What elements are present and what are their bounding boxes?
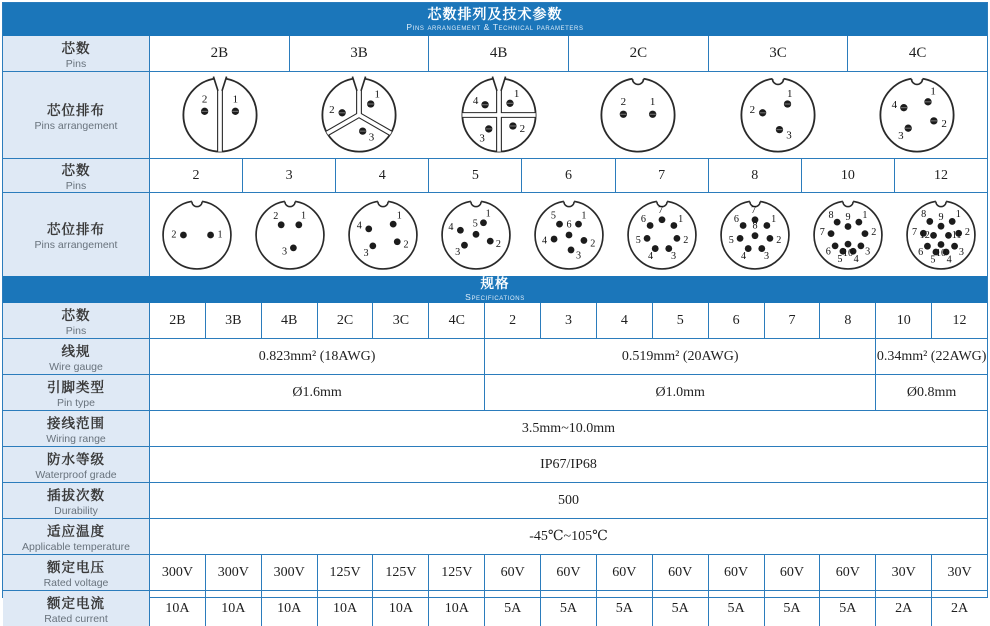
connector-diagram-cell: [569, 74, 709, 156]
spec-value-cell: 0.34mm² (22AWG): [875, 339, 987, 374]
connector-diagram-cell: [615, 197, 708, 273]
pin-number-label: [752, 220, 757, 231]
connector-face-10-diagram: [810, 197, 886, 273]
connector-diagram-cell: [708, 74, 848, 156]
connector-face-2-diagram: [159, 197, 235, 273]
spec-row-label-en: Rated current: [44, 613, 108, 625]
pin-number-label: [647, 251, 652, 262]
pin-number-label: [683, 234, 688, 245]
pin-count-column-header: 5: [428, 159, 521, 192]
pin-number-label: [403, 239, 408, 250]
pin-number-label: [749, 104, 754, 116]
pin-number-label: [828, 209, 833, 220]
pin-number-label: [363, 247, 368, 258]
spec-row-label-en: Applicable temperature: [22, 541, 130, 553]
spec-value-cell: 2: [484, 303, 540, 338]
spec-value-cell: 4B: [261, 303, 317, 338]
spec-value-cell: 125V: [428, 555, 484, 590]
spec-value-cell: 4C: [428, 303, 484, 338]
spec-value-cell: 30V: [931, 555, 987, 590]
spec-value-cell: -45℃~105℃: [149, 519, 987, 554]
pin-type-column-header: 3B: [289, 36, 429, 71]
spec-value-cell: 5A: [764, 591, 820, 626]
pin-number-label: [356, 220, 361, 231]
pin-number-label: [473, 95, 479, 107]
spec-value-cell: 6: [708, 303, 764, 338]
pin-number-label: [202, 94, 207, 106]
pin-number-label: [733, 213, 738, 224]
pin-number-label: [369, 132, 375, 144]
connector-diagram-cell: [708, 197, 801, 273]
pin-number-label: [919, 229, 929, 240]
spec-value-cell: 5: [652, 303, 708, 338]
spec-row-label-en: Waterproof grade: [35, 469, 117, 481]
spec-row-label-zh: 适应温度: [47, 524, 105, 539]
spec-row-label-en: Wiring range: [46, 433, 106, 445]
row-label-zh: 芯数: [61, 41, 91, 56]
pin-number-label: [771, 213, 776, 224]
pin-count-diagram-row: [3, 193, 987, 276]
pin-number-label: [845, 211, 850, 222]
pin-number-label: [171, 229, 176, 240]
pin-number-label: [951, 229, 961, 240]
spec-value-cell: 10A: [428, 591, 484, 626]
row-label-zh: 芯数: [61, 163, 91, 178]
pin-number-label: [871, 227, 876, 238]
spec-row: [3, 482, 987, 518]
spec-value-cell: 2B: [149, 303, 205, 338]
pin-number-label: [581, 210, 586, 221]
row-label-zh: 芯位排布: [47, 222, 105, 237]
spec-value-cell: 60V: [540, 555, 596, 590]
spec-value-cell: 10A: [149, 591, 205, 626]
connector-diagram-cell: [848, 74, 988, 156]
pin-number-label: [282, 246, 287, 257]
pin-number-label: [678, 213, 683, 224]
pin-number-label: [898, 130, 904, 142]
pin-type-header-row: [3, 36, 987, 72]
spec-row-label: [3, 519, 149, 554]
connector-diagram-cell: [801, 197, 894, 273]
connector-diagram-band: [149, 193, 987, 276]
spec-row-label: [3, 339, 149, 374]
section2-title: 规格: [480, 275, 510, 291]
row-label-en: Pins: [65, 58, 87, 70]
connector-diagram-cell: [429, 197, 522, 273]
pin-number-label: [837, 253, 842, 264]
spec-row-label-zh: 防水等级: [47, 452, 105, 467]
spec-row-label-zh: 芯数: [61, 308, 91, 323]
pin-number-label: [964, 226, 969, 237]
pin-number-label: [918, 246, 923, 257]
pin-number-label: [911, 226, 916, 237]
connector-diagram-band: [149, 72, 987, 158]
row-label-arrangement-counts: [3, 193, 149, 276]
spec-row-label: [3, 411, 149, 446]
pin-number-label: [819, 227, 824, 238]
pin-number-label: [787, 88, 792, 100]
spec-row: [3, 518, 987, 554]
pin-type-column-header: 4B: [428, 36, 568, 71]
spec-row-label-en: Rated voltage: [43, 577, 109, 589]
spec-value-cell: 5A: [540, 591, 596, 626]
spec-value-cell: 5A: [652, 591, 708, 626]
pin-number-label: [495, 239, 500, 250]
spec-value-cell: 0.823mm² (18AWG): [149, 339, 484, 374]
pin-number-label: [542, 235, 547, 246]
pin-number-label: [786, 130, 792, 142]
row-label-en: Pins arrangement: [34, 119, 118, 132]
pin-number-label: [658, 205, 663, 216]
spec-value-cell: 2A: [875, 591, 931, 626]
pin-number-label: [550, 210, 555, 221]
section2-header-bar: [3, 276, 987, 303]
spec-row: [3, 590, 987, 626]
spec-row-label: [3, 591, 149, 626]
pin-count-column-header: 12: [894, 159, 987, 192]
spec-row-label-en: Durability: [54, 505, 98, 517]
pin-number-label: [938, 211, 943, 222]
pin-number-label: [301, 210, 306, 221]
spec-value-cell: 7: [764, 303, 820, 338]
connector-face-6-diagram: [531, 197, 607, 273]
pin-type-column-header: 2B: [149, 36, 289, 71]
spec-value-cell: 4: [596, 303, 652, 338]
pin-number-label: [232, 94, 237, 106]
pin-number-label: [921, 209, 926, 220]
pin-type-diagram-row: [3, 72, 987, 159]
pin-number-label: [955, 209, 960, 220]
pin-number-label: [621, 96, 626, 108]
spec-value-cell: 3C: [372, 303, 428, 338]
spec-row-label-zh: 插拔次数: [47, 488, 105, 503]
spec-value-cell: 3B: [205, 303, 261, 338]
spec-value-cell: 60V: [484, 555, 540, 590]
connector-diagram-cell: [429, 74, 569, 156]
pin-count-column-header: 3: [242, 159, 335, 192]
pin-count-column-header: 4: [335, 159, 428, 192]
spec-value-cell: 5A: [484, 591, 540, 626]
spec-value-cell: 60V: [596, 555, 652, 590]
pin-number-label: [514, 88, 519, 100]
pin-number-label: [853, 253, 858, 264]
pin-number-label: [763, 251, 768, 262]
row-label-pins-types: [3, 36, 149, 71]
pin-number-label: [740, 251, 745, 262]
section2-subtitle: Specifications: [465, 291, 525, 302]
spec-row: [3, 446, 987, 482]
spec-value-cell: 2C: [317, 303, 373, 338]
connector-diagram-cell: [150, 74, 290, 156]
row-label-pins-counts: [3, 159, 149, 192]
spec-value-cell: Ø1.6mm: [149, 375, 484, 410]
connector-face-12-diagram: [903, 197, 979, 273]
pin-number-label: [776, 234, 781, 245]
pin-number-label: [930, 254, 935, 265]
spec-value-cell: 5A: [708, 591, 764, 626]
section1-subtitle: Pins arrangement & Technical parameters: [406, 22, 584, 33]
spec-row-label-zh: 额定电流: [47, 596, 105, 611]
spec-row: [3, 374, 987, 410]
spec-value-cell: IP67/IP68: [149, 447, 987, 482]
row-label-en: Pins: [65, 180, 87, 192]
pin-number-label: [865, 246, 870, 257]
spec-row-label: [3, 447, 149, 482]
spec-value-cell: 5A: [819, 591, 875, 626]
connector-face-4B-diagram: [458, 74, 540, 156]
pin-number-label: [946, 254, 951, 265]
spec-row-label-en: Wire gauge: [49, 361, 103, 373]
pin-number-label: [455, 247, 460, 258]
row-label-zh: 芯位排布: [47, 102, 105, 118]
spec-value-cell: 10A: [261, 591, 317, 626]
connector-face-2B-diagram: [179, 74, 261, 156]
connector-diagram-cell: [150, 197, 243, 273]
spec-value-cell: 0.519mm² (20AWG): [484, 339, 875, 374]
spec-row-label-zh: 接线范围: [47, 416, 105, 431]
pin-number-label: [479, 132, 485, 144]
spec-value-cell: 60V: [819, 555, 875, 590]
pin-number-label: [935, 248, 945, 259]
pin-number-label: [958, 246, 963, 257]
pin-count-header-row: [3, 159, 987, 193]
spec-row: [3, 303, 987, 338]
spec-value-cell: 60V: [652, 555, 708, 590]
pin-number-label: [892, 99, 898, 111]
pin-number-label: [650, 96, 655, 108]
pin-number-label: [217, 229, 222, 240]
pin-type-column-header: 3C: [708, 36, 848, 71]
connector-face-3-diagram: [252, 197, 328, 273]
spec-row-label-en: Pin type: [57, 397, 95, 409]
spec-value-cell: 60V: [708, 555, 764, 590]
pin-number-label: [670, 251, 675, 262]
spec-sheet: [2, 2, 988, 625]
spec-value-cell: 10A: [372, 591, 428, 626]
pin-number-label: [862, 209, 867, 220]
spec-row-label: [3, 555, 149, 590]
spec-value-cell: 300V: [205, 555, 261, 590]
connector-face-4C-diagram: [876, 74, 958, 156]
pin-number-label: [728, 234, 733, 245]
spec-row-label-zh: 引脚类型: [47, 380, 105, 395]
pin-number-label: [566, 219, 571, 230]
pin-number-label: [751, 205, 756, 216]
pin-number-label: [329, 104, 334, 116]
spec-value-cell: 10: [875, 303, 931, 338]
spec-row-label-zh: 额定电压: [47, 560, 105, 575]
spec-row-label: [3, 303, 149, 338]
pin-number-label: [590, 238, 595, 249]
connector-diagram-cell: [894, 197, 987, 273]
pin-type-column-header: 2C: [568, 36, 708, 71]
pin-type-column-header: 4C: [847, 36, 987, 71]
spec-value-cell: 125V: [317, 555, 373, 590]
row-label-arrangement-types: [3, 72, 149, 158]
pin-count-column-header: 6: [521, 159, 614, 192]
spec-value-cell: 8: [819, 303, 875, 338]
pin-count-column-header: 10: [801, 159, 894, 192]
pin-count-column-header: 8: [708, 159, 801, 192]
pin-number-label: [842, 247, 852, 258]
spec-value-cell: 500: [149, 483, 987, 518]
section1-header-bar: [3, 3, 987, 36]
row-label-en: Pins arrangement: [34, 239, 118, 251]
pin-number-label: [519, 123, 524, 135]
spec-value-cell: 300V: [149, 555, 205, 590]
pin-number-label: [375, 89, 380, 101]
pin-number-label: [448, 222, 453, 233]
specifications-table: [3, 303, 987, 626]
spec-row-label-en: Pins: [65, 325, 87, 337]
spec-value-cell: 125V: [372, 555, 428, 590]
connector-face-7-diagram: [624, 197, 700, 273]
spec-value-cell: 12: [931, 303, 987, 338]
section1-title: 芯数排列及技术参数: [427, 5, 563, 22]
connector-face-5-diagram: [438, 197, 514, 273]
pin-number-label: [273, 211, 278, 222]
spec-value-cell: 60V: [764, 555, 820, 590]
spec-row-label: [3, 483, 149, 518]
connector-diagram-cell: [336, 197, 429, 273]
spec-value-cell: 30V: [875, 555, 931, 590]
pin-number-label: [575, 250, 580, 261]
spec-row-label: [3, 375, 149, 410]
spec-value-cell: 3: [540, 303, 596, 338]
spec-value-cell: 10A: [317, 591, 373, 626]
connector-diagram-cell: [290, 74, 430, 156]
connector-face-8-diagram: [717, 197, 793, 273]
pin-number-label: [942, 118, 947, 130]
spec-row: [3, 554, 987, 590]
spec-value-cell: 5A: [596, 591, 652, 626]
pin-count-column-header: 7: [615, 159, 708, 192]
spec-row: [3, 410, 987, 446]
spec-value-cell: Ø1.0mm: [484, 375, 875, 410]
connector-face-2C-diagram: [597, 74, 679, 156]
pin-number-label: [396, 210, 401, 221]
connector-diagram-cell: [522, 197, 615, 273]
spec-value-cell: 300V: [261, 555, 317, 590]
pin-number-label: [931, 86, 936, 98]
spec-value-cell: Ø0.8mm: [875, 375, 987, 410]
spec-row-label-zh: 线规: [61, 344, 91, 359]
pin-number-label: [485, 208, 490, 219]
connector-face-3C-diagram: [737, 74, 819, 156]
pin-count-column-header: 2: [149, 159, 242, 192]
pin-number-label: [640, 213, 645, 224]
pin-number-label: [472, 218, 477, 229]
pin-number-label: [825, 246, 830, 257]
connector-diagram-cell: [243, 197, 336, 273]
spec-row: [3, 338, 987, 374]
spec-value-cell: 3.5mm~10.0mm: [149, 411, 987, 446]
spec-value-cell: 2A: [931, 591, 987, 626]
pin-number-label: [635, 234, 640, 245]
connector-face-4-diagram: [345, 197, 421, 273]
spec-value-cell: 10A: [205, 591, 261, 626]
connector-face-3B-diagram: [318, 74, 400, 156]
